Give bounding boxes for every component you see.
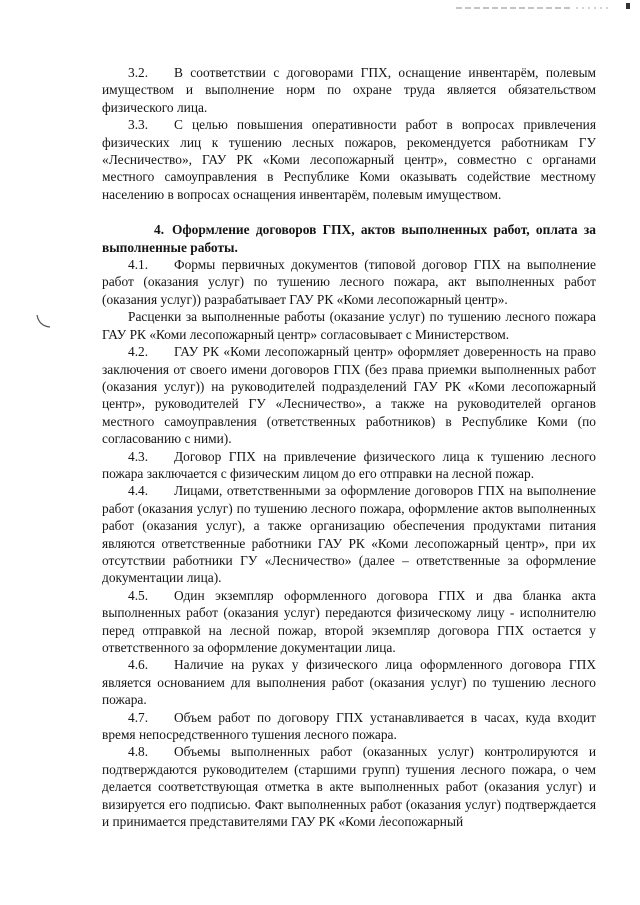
paragraph-text: Расценки за выполненные работы (оказание услуг) по тушению лесного пожара ГАУ РК «Коми лесопожарный центр» согласовывает с Министерством. [102, 309, 596, 342]
section-4-number: 4. [154, 222, 165, 238]
paragraph [102, 482, 596, 586]
paragraph-text: Наличие на руках у физического лица оформленного договора ГПХ является основанием для выполнения работ (оказания услуг) по тушению лесного пожара. [102, 657, 596, 708]
paragraph-number: 4.6. [128, 657, 149, 673]
paragraph [102, 116, 596, 203]
section-3-paragraphs [102, 64, 596, 203]
paragraph-number: 4.4. [128, 483, 149, 499]
paragraph-number: 4.5. [128, 587, 149, 603]
paragraph [102, 709, 596, 744]
paragraph-text: Формы первичных документов (типовой договор ГПХ на выполнение работ (оказания услуг) по тушению лесного пожара, акт выполненных работ (оказания услуг)) разрабатывает ГАУ РК «Коми лесопожарный центр». [102, 257, 596, 307]
paragraph-text: С целью повышения оперативности работ в вопросах привлечения физических лиц к тушению лесных пожаров, рекомендуется работникам ГУ «Лесничество», ГАУ РК «Коми лесопожарный центр», совместно с органами местного самоуправления в Республике Коми оказывать содействие местному населению в вопросах оснащения инвентарём, полевым имуществом. [102, 117, 596, 202]
paragraph-number: 4.8. [128, 744, 149, 760]
paragraph-text: ГАУ РК «Коми лесопожарный центр» оформляет доверенность на право заключения от своего имени договоров ГПХ (без права приемки выполненных работ (оказания услуг)) на руководителей подразделений ГАУ РК «Коми лесопожарный центр», руководителей ГУ «Лесничество», а также на руководителей органов местного самоуправления (ответственных работников) в Республике Коми (по согласованию с ними). [102, 344, 596, 447]
section-4-heading [102, 221, 596, 256]
paragraph-text: Лицами, ответственными за оформление договоров ГПХ на выполнение работ (оказания услуг) по тушению лесного пожара, оформление актов выполненных работ (оказания услуг), а также организацию обеспечения продуктами питания являются ответственные работники ГАУ РК «Коми лесопожарный центр», при их отсутствии работники ГУ «Лесничество» (далее – ответственные за оформление документации лица). [102, 483, 596, 586]
paragraph-text: Договор ГПХ на привлечение физического лица к тушению лесного пожара заключается с физическим лицом до его отправки на лесной пожар. [102, 448, 596, 481]
paragraph-number: 4.1. [128, 257, 149, 273]
paragraph-text: Один экземпляр оформленного договора ГПХ и два бланка акта выполненных работ (оказания услуг) передаются физическому лицу - исполнителю перед отправкой на лесной пожар, второй экземпляр договора ГПХ остается у ответственного за оформление документации лица. [102, 587, 596, 655]
section-4-paragraphs [102, 256, 596, 830]
paragraph-text: В соответствии с договорами ГПХ, оснащение инвентарём, полевым имуществом и выполнение норм по охране труда является обязательством физического лица. [102, 65, 596, 115]
paragraph [102, 64, 596, 116]
scan-artifact-top [450, 0, 640, 14]
paragraph-number: 4.7. [128, 709, 149, 725]
scan-artifact-margin [34, 312, 54, 332]
paragraph [102, 256, 596, 308]
paragraph-text: Объемы выполненных работ (оказанных услуг) контролируются и подтверждаются руководителем (старшими групп) тушения лесного пожара, о чем делается соответствующая отметка в акте выполненных работ (оказания услуг) и визируется его подписью. Факт выполненных работ (оказания услуг) подтверждается и принимается представителями ГАУ РК «Коми лесопожарный [102, 744, 596, 830]
paragraph [102, 743, 596, 830]
paragraph [102, 308, 596, 343]
paragraph-number: 3.2. [128, 65, 149, 80]
paragraph-text: Объем работ по договору ГПХ устанавливается в часах, куда входит время непосредственного тушения лесного пожара. [102, 709, 596, 743]
paragraph [102, 448, 596, 483]
document-page [102, 64, 596, 830]
paragraph-number: 4.2. [128, 344, 149, 360]
paragraph [102, 343, 596, 447]
paragraph [102, 587, 596, 657]
section-4-title: Оформление договоров ГПХ, актов выполненных работ, оплата за выполненные работы. [102, 222, 596, 255]
paragraph-number: 4.3. [128, 448, 149, 464]
paragraph [102, 656, 596, 708]
paragraph-number: 3.3. [128, 117, 149, 133]
